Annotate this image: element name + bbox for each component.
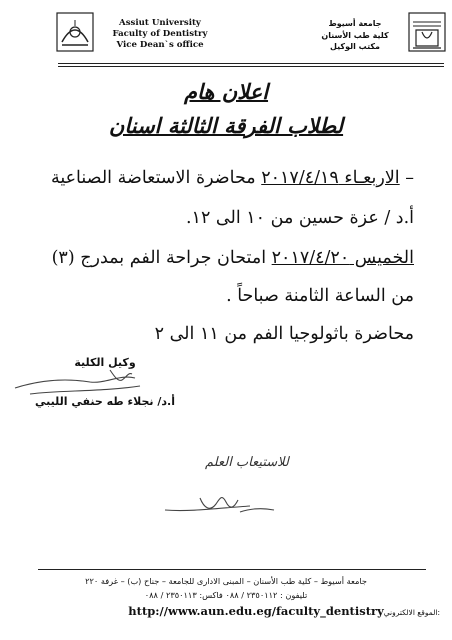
footer-divider xyxy=(38,569,426,570)
assiut-university-logo xyxy=(56,12,94,52)
thursday-exam-line xyxy=(52,248,414,268)
footer-address: جامعة أسيوط – كلية طب الأسنان – المبنى الادارى للجامعة – جناح (ب) – غرفة ٢٢٠ xyxy=(85,576,367,586)
header-university-en: Assiut University xyxy=(119,18,201,28)
announcement-title: اعلان هام xyxy=(183,80,269,104)
header-faculty-en: Faculty of Dentistry xyxy=(112,29,208,39)
wednesday-lecture-line xyxy=(51,168,414,188)
pathology-lecture-line: محاضرة باثولوجيا الفم من ١١ الى ٢ xyxy=(154,324,414,344)
footer-website-url[interactable]: http://www.aun.edu.eg/faculty_dentistry xyxy=(128,604,384,618)
vice-dean-name: أ.د/ نجلاء طه حنفي الليبي xyxy=(35,395,175,408)
faculty-of-dentistry-logo xyxy=(408,12,446,52)
wednesday-subject: محاضرة الاستعاضة الصناعية xyxy=(50,168,256,188)
header-divider-thin xyxy=(58,66,444,67)
header-divider xyxy=(58,63,444,64)
exam-time-line: من الساعة الثامنة صباحاً . xyxy=(226,286,414,306)
lecturer-line: أ.د / عزة حسين من ١٠ الى ١٢. xyxy=(185,208,414,228)
footer-website-line xyxy=(0,604,440,618)
header-university-ar: جامعة أسيوط xyxy=(328,19,382,28)
handwritten-note: للاستيعاب العلم xyxy=(205,455,289,470)
handwritten-signature xyxy=(160,478,280,528)
header-office-en: Vice Dean`s office xyxy=(116,40,204,50)
header-arabic-block xyxy=(305,18,405,53)
header-english-block xyxy=(100,18,220,51)
line-dash: – xyxy=(405,168,414,188)
footer-phones: تليفون : ٢٣٥٠١١٢ / ٠٨٨ فاكس: ٢٣٥٠١١٣ / ٠٨٨ xyxy=(144,590,308,600)
thursday-exam: امتحان جراحة الفم بمدرج (٣) xyxy=(51,248,267,268)
wednesday-date: الاربعـاء ٢٠١٧/٤/١٩ xyxy=(261,168,400,188)
header-office-ar: مكتب الوكيل xyxy=(330,42,380,51)
thursday-date: الخميس ٢٠١٧/٤/٢٠ xyxy=(271,248,414,268)
footer-website-label: الموقع الالكتروني: xyxy=(383,608,440,617)
header-faculty-ar: كلية طب الأسنان xyxy=(321,30,389,40)
vice-dean-title: وكيل الكلية xyxy=(74,356,136,369)
audience-title: لطلاب الفرقة الثالثة اسنان xyxy=(108,114,344,138)
